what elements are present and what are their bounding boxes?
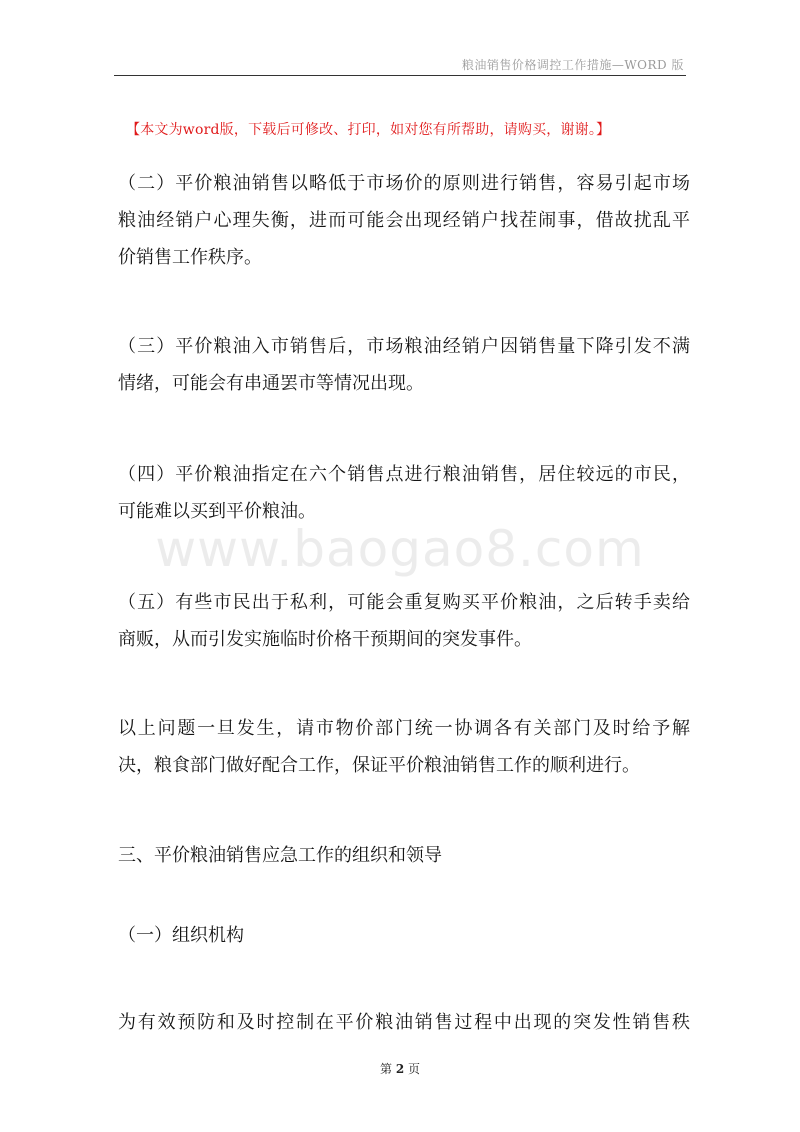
watermark: www.baogao8.com xyxy=(155,520,645,578)
paragraph-line: 价销售工作秩序。 xyxy=(118,247,262,268)
purchase-notice: 【本文为word版，下载后可修改、打印，如对您有所帮助，请购买，谢谢。】 xyxy=(126,122,611,138)
paragraph-line: 以上问题一旦发生，请市物价部门统一协调各有关部门及时给予解 xyxy=(118,718,690,739)
paragraph-line: （五）有些市民出于私利，可能会重复购买平价粮油，之后转手卖给 xyxy=(118,592,690,613)
paragraph-line: 为有效预防和及时控制在平价粮油销售过程中出现的突发性销售秩 xyxy=(118,1012,690,1033)
paragraph-line: （四）平价粮油指定在六个销售点进行粮油销售，居住较远的市民， xyxy=(118,464,690,485)
paragraph-item-4 xyxy=(118,456,690,530)
paragraph-item-3 xyxy=(118,328,690,402)
section-heading-text: 三、平价粮油销售应急工作的组织和领导 xyxy=(118,845,442,866)
paragraph-item-2 xyxy=(118,165,690,276)
header-divider xyxy=(114,75,686,76)
paragraph-continued xyxy=(118,1004,690,1041)
paragraph-line: （二）平价粮油销售以略低于市场价的原则进行销售，容易引起市场 xyxy=(118,173,690,194)
subsection-heading xyxy=(118,917,690,954)
page-number: 2 xyxy=(395,1062,405,1076)
paragraph-line: 情绪，可能会有串通罢市等情况出现。 xyxy=(118,373,424,394)
paragraph-line: 可能难以买到平价粮油。 xyxy=(118,501,316,522)
subsection-heading-text: （一）组织机构 xyxy=(118,925,244,946)
paragraph-line: 决，粮食部门做好配合工作，保证平价粮油销售工作的顺利进行。 xyxy=(118,755,640,776)
footer-prefix: 第 xyxy=(379,1062,392,1076)
header-title: 粮油销售价格调控工作措施—WORD 版 xyxy=(461,58,684,72)
paragraph-line: 商贩，从而引发实施临时价格干预期间的突发事件。 xyxy=(118,629,532,650)
footer-suffix: 页 xyxy=(408,1062,421,1076)
paragraph-item-5 xyxy=(118,584,690,658)
section-heading xyxy=(118,837,690,874)
paragraph-line: 粮油经销户心理失衡，进而可能会出现经销户找茬闹事，借故扰乱平 xyxy=(118,210,690,231)
paragraph-line: （三）平价粮油入市销售后，市场粮油经销户因销售量下降引发不满 xyxy=(118,336,690,357)
page-footer xyxy=(0,1060,800,1077)
paragraph-summary xyxy=(118,710,690,784)
